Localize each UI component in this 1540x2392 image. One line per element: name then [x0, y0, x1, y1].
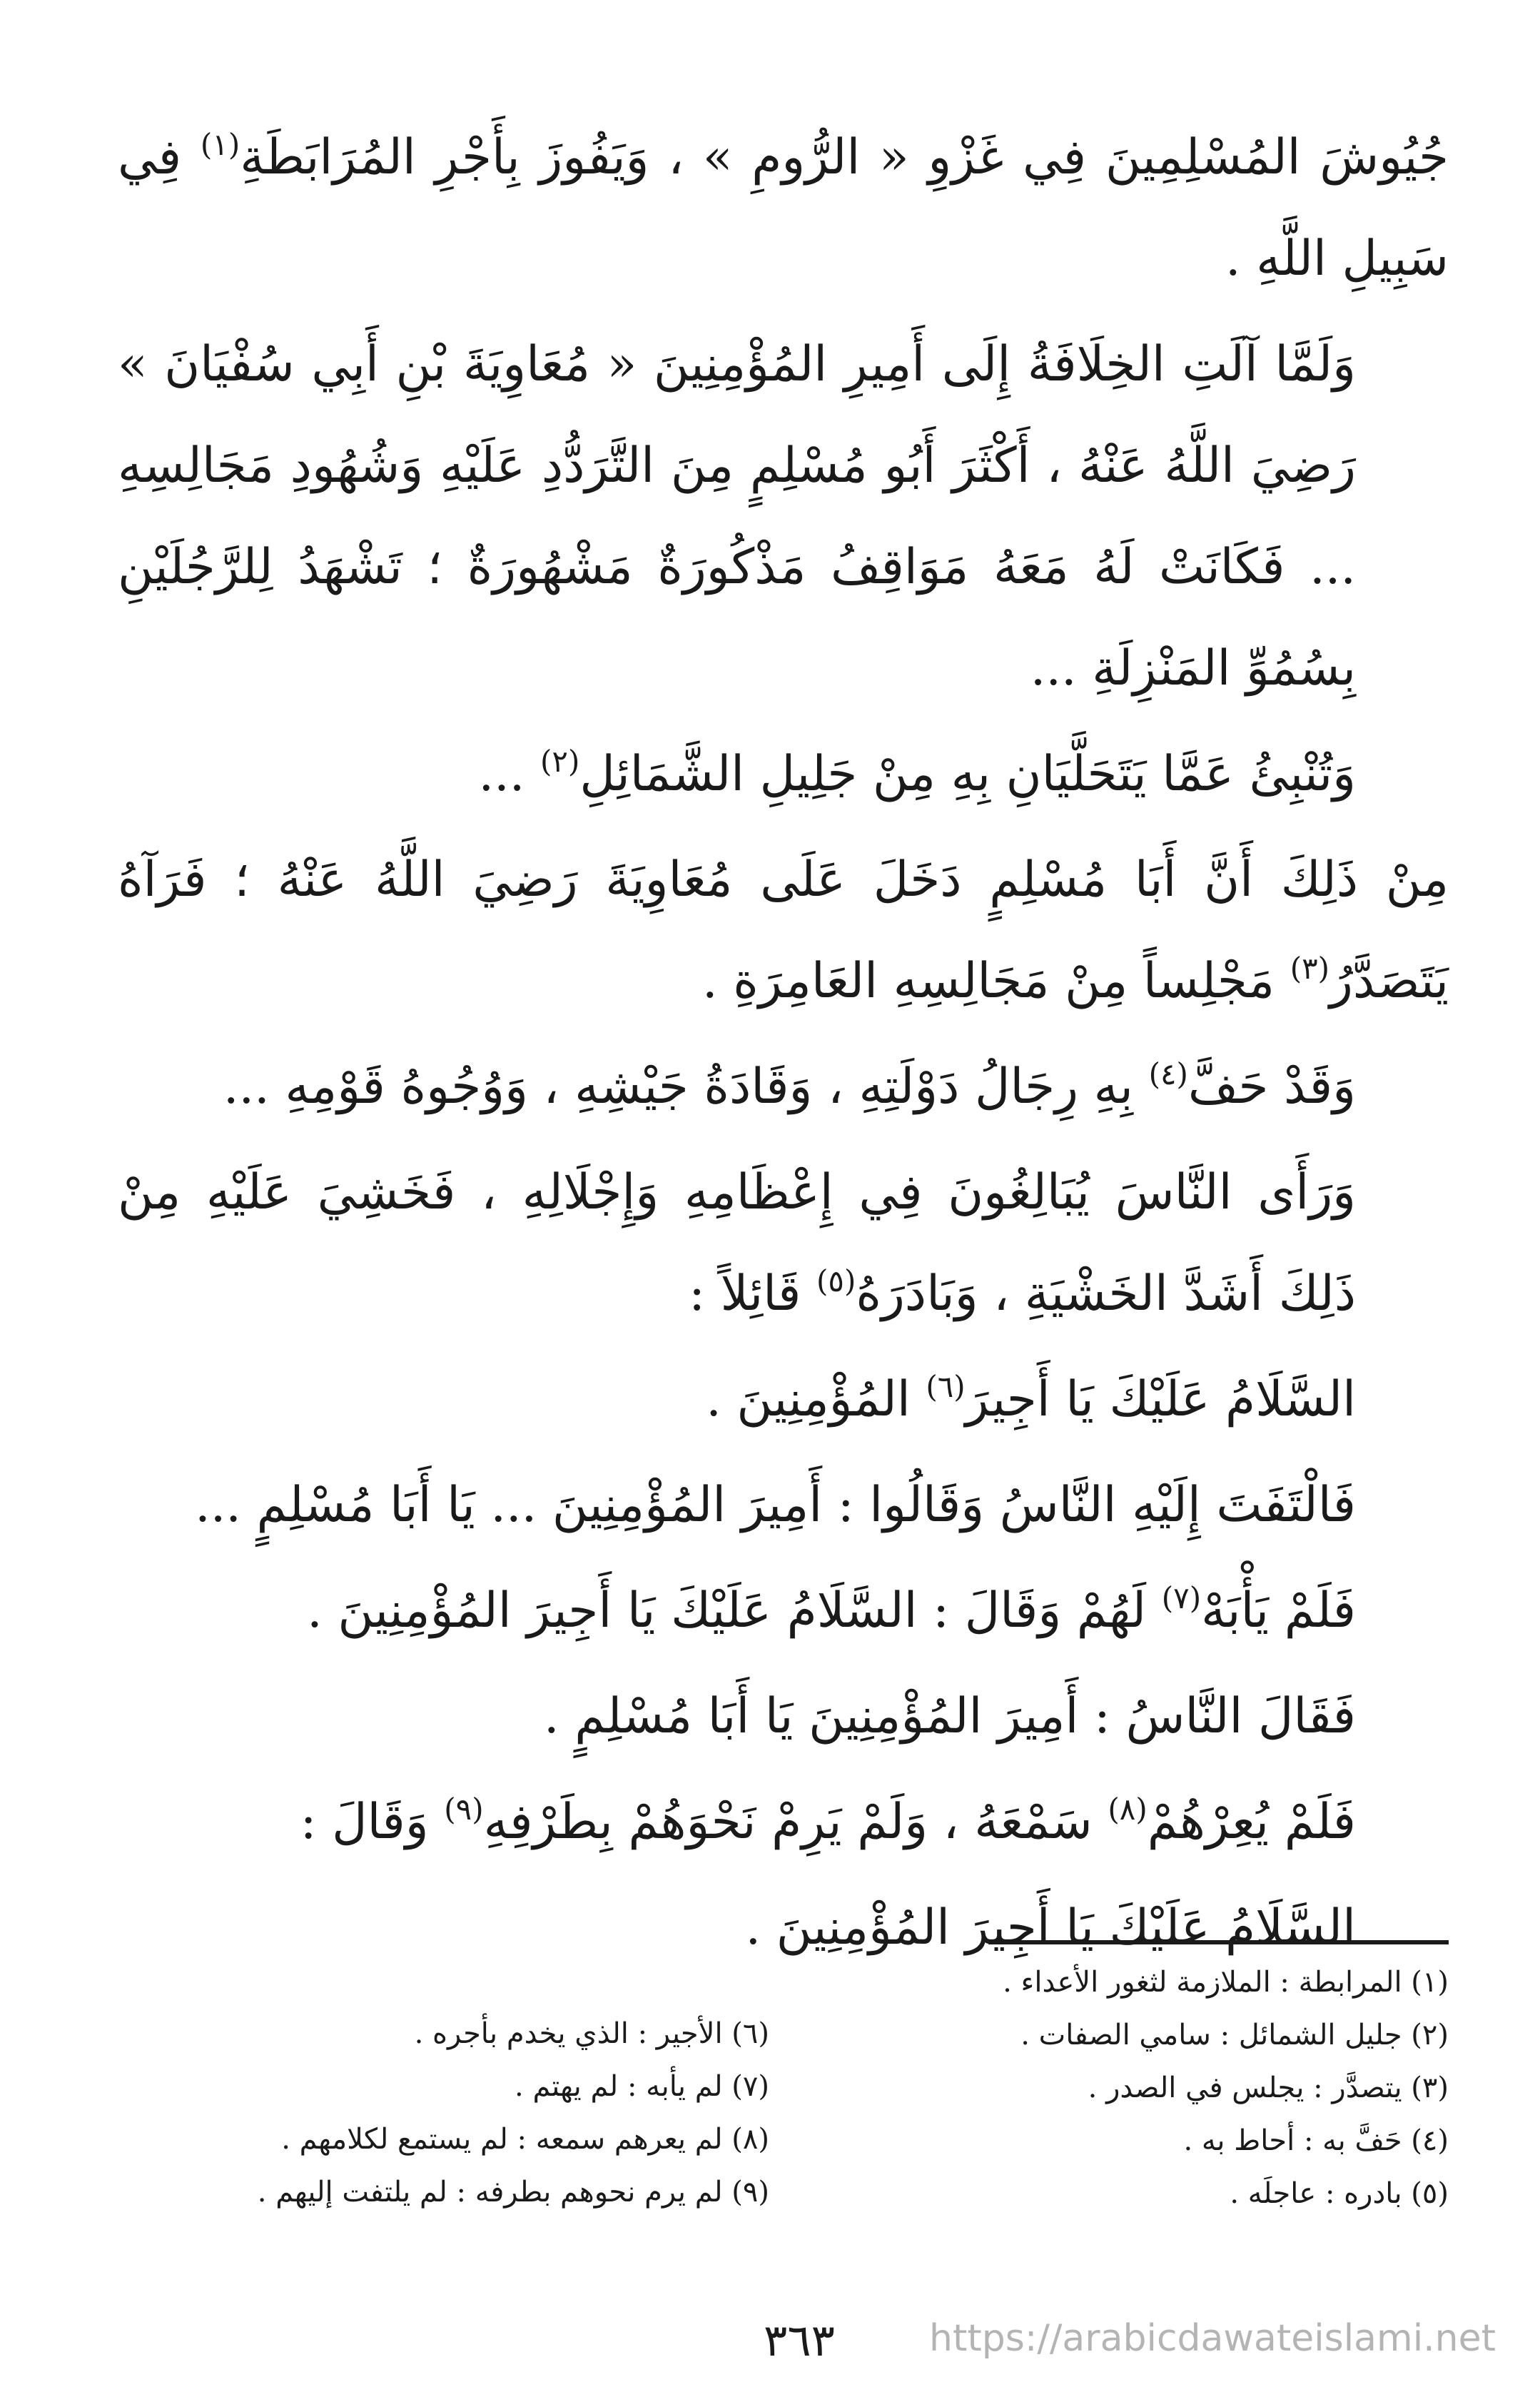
main-text-body: [118, 107, 1449, 1983]
paragraph-p9: [118, 1560, 1449, 1662]
footnote-marker: (٥): [816, 1263, 856, 1298]
paragraph-text: فِي سَبِيلِ اللَّهِ .: [118, 129, 1449, 287]
footnote-marker: (٤): [1148, 1056, 1188, 1091]
paragraph-text: قَائِلاً :: [689, 1266, 816, 1322]
footnote-6: (٦) الأجير : الذي يخدم بأجره .: [414, 2017, 769, 2050]
footnote-marker: (٩): [444, 1792, 484, 1827]
watermark-url: https://arabicdawateislami.net: [929, 2317, 1496, 2360]
paragraph-p7: [118, 1349, 1449, 1450]
footnote-1: (١) المرابطة : الملازمة لثغور الأعداء .: [1003, 1966, 1449, 1999]
paragraph-text: وَقَالَ :: [300, 1794, 445, 1850]
footnote-marker: (٦): [926, 1369, 966, 1404]
paragraph-p2: [118, 314, 1449, 720]
footnotes-left-column: [198, 2007, 769, 2219]
footnote-9: (٩) لم يرم نحوهم بطرفه : لم يلتفت إليهم .: [257, 2176, 769, 2209]
footnote-8: (٨) لم يعرهم سمعه : لم يستمع لكلامهم .: [281, 2123, 769, 2156]
paragraph-p10: [118, 1666, 1449, 1767]
paragraph-text: السَّلَامُ عَلَيْكَ يَا أَجِيرَ: [965, 1371, 1356, 1428]
footnotes-right-column: [863, 1956, 1449, 2220]
paragraph-text: سَمْعَهُ ، وَلَمْ يَرِمْ نَحْوَهُمْ بِطَرْفِهِ: [483, 1794, 1108, 1850]
paragraph-text: وَرَأَى النَّاسَ يُبَالِغُونَ فِي إِعْظَامِهِ وَإِجْلَالِهِ ، فَخَشِيَ عَلَيْهِ مِنْ ذَلِكَ أَشَدَّ الخَشْيَةِ ، وَبَادَرَهُ: [118, 1164, 1356, 1322]
paragraph-p1: [118, 107, 1449, 310]
paragraph-p4: [118, 829, 1449, 1032]
paragraph-p11: [118, 1772, 1449, 1873]
footnote-2: (٢) جليل الشمائل : سامي الصفات .: [1020, 2019, 1449, 2052]
footnote-marker: (٣): [1290, 951, 1330, 986]
paragraph-text: لَهُمْ وَقَالَ : السَّلَامُ عَلَيْكَ يَا أَجِيرَ المُؤْمِنِينَ .: [307, 1583, 1162, 1639]
footnote-marker: (٢): [539, 744, 580, 779]
paragraph-text: فَلَمْ يُعِرْهُمْ: [1147, 1794, 1356, 1850]
paragraph-text: المُؤْمِنِينَ .: [706, 1371, 926, 1428]
paragraph-text: وَلَمَّا آلَتِ الخِلَافَةُ إِلَى أَمِيرِ المُؤْمِنِينَ « مُعَاوِيَةَ بْنِ أَبِي سُفْيَانَ » رَضِيَ اللَّهُ عَنْهُ ، أَكْثَرَ أَبُو مُسْلِمٍ مِنَ التَّرَدُّدِ عَلَيْهِ وَشُهُودِ مَجَالِسِهِ ... فَكَانَتْ لَهُ مَعَهُ مَوَاقِفُ مَذْكُورَةٌ مَشْهُورَةٌ ؛ تَشْهَدُ لِلرَّجُلَيْنِ بِسُمُوِّ المَنْزِلَةِ ...: [118, 336, 1356, 697]
footnote-7: (٧) لم يأبه : لم يهتم .: [515, 2070, 769, 2103]
paragraph-text: وَتُنْبِئُ عَمَّا يَتَحَلَّيَانِ بِهِ مِنْ جَلِيلِ الشَّمَائِلِ: [579, 746, 1356, 802]
footnote-marker: (٨): [1108, 1792, 1148, 1827]
footnote-marker: (٧): [1161, 1580, 1202, 1615]
footnote-marker: (١): [200, 127, 240, 162]
paragraph-text: بِهِ رِجَالُ دَوْلَتِهِ ، وَقَادَةُ جَيْشِهِ ، وَوُجُوهُ قَوْمِهِ ...: [223, 1059, 1149, 1115]
paragraph-text: فَلَمْ يَأْبَهْ: [1201, 1583, 1356, 1639]
footnote-3: (٣) يتصدَّر : يجلس في الصدر .: [1088, 2071, 1449, 2104]
footnote-5: (٥) بادره : عاجلَه .: [1230, 2177, 1449, 2210]
page-number: ٣٦٣: [764, 2314, 835, 2366]
paragraph-text: فَقَالَ النَّاسُ : أَمِيرَ المُؤْمِنِينَ يَا أَبَا مُسْلِمٍ .: [543, 1688, 1356, 1745]
paragraph-text: مِنْ ذَلِكَ أَنَّ أَبَا مُسْلِمٍ دَخَلَ عَلَى مُعَاوِيَةَ رَضِيَ اللَّهُ عَنْهُ ؛ فَرَآهُ يَتَصَدَّرُ: [118, 852, 1449, 1009]
paragraph-p5: [118, 1036, 1449, 1138]
paragraph-p8: [118, 1455, 1449, 1556]
footnote-4: (٤) حَفَّ به : أحاط به .: [1183, 2124, 1449, 2157]
paragraph-text: ...: [478, 746, 540, 802]
paragraph-text: مَجْلِساً مِنْ مَجَالِسِهِ العَامِرَةِ .: [702, 953, 1290, 1009]
paragraph-p6: [118, 1142, 1449, 1345]
footnote-separator-rule: [988, 1940, 1449, 1944]
paragraph-text: جُيُوشَ المُسْلِمِينَ فِي غَزْوِ « الرُّومِ » ، وَيَفُوزَ بِأَجْرِ المُرَابَطَةِ: [240, 129, 1449, 186]
paragraph-text: وَقَدْ حَفَّ: [1187, 1059, 1356, 1115]
paragraph-text: السَّلَامُ عَلَيْكَ يَا أَجِيرَ المُؤْمِنِينَ .: [745, 1899, 1356, 1956]
paragraph-text: فَالْتَفَتَ إِلَيْهِ النَّاسُ وَقَالُوا : أَمِيرَ المُؤْمِنِينَ ... يَا أَبَا مُسْلِمٍ ...: [195, 1477, 1356, 1533]
paragraph-p3: [118, 724, 1449, 825]
